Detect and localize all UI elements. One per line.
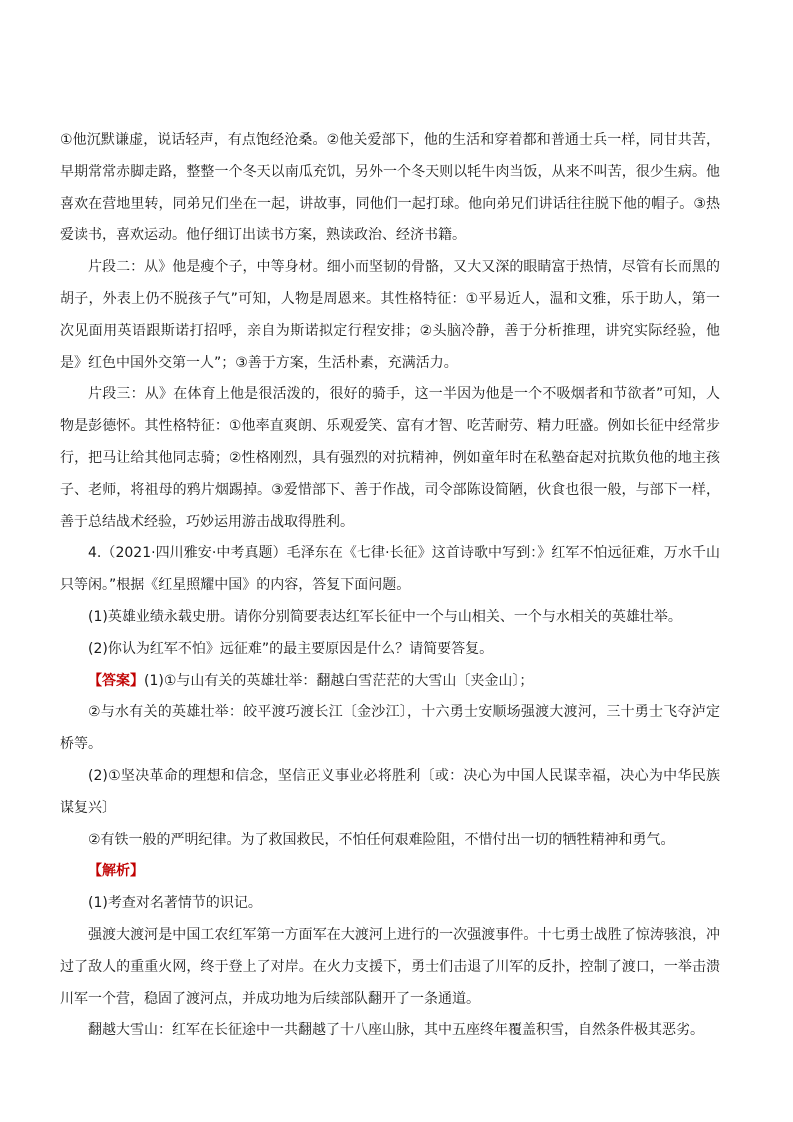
analysis-label: 【解析】 <box>88 863 144 880</box>
analysis-dadu-river <box>60 920 720 1015</box>
question-4-part-1 <box>60 602 720 634</box>
paragraph-1 <box>60 125 720 252</box>
paragraph-text: 片段三：从》在体育上他是很活泼的，很好的骑手，这一半因为他是一个不吸烟者和节欲者”可知，人物是彭德怀。其性格特征：①他率直爽朗、乐观爱笑、富有才智、吃苦耐劳、精力旺盛。例如长征中经常步行，把马让给其他同志骑；②性格刚烈，具有强烈的对抗精神，例如童年时在私塾奋起对抗欺负他的地主孩子、老师，将祖母的鸦片烟踢掉。③爱惜部下、善于作战，司令部陈设简陋，伙食也很一般，与部下一样，善于总结战术经验，巧妙运用游击战取得胜利。 <box>60 386 720 530</box>
analysis-snow-mountain <box>60 1015 720 1047</box>
answer-paragraph <box>60 666 720 698</box>
analysis-heading <box>60 856 720 888</box>
paragraph-text: (1)英雄业绩永载史册。请你分别简要表达红军长征中一个与山相关、一个与水相关的英雄壮举。 <box>88 608 682 625</box>
paragraph-text: 4.（2021·四川雅安·中考真题）毛泽东在《七律·长征》这首诗歌中写到：》红军不怕远征难，万水千山只等闲。”根据《红星照耀中国》的内容，答复下面问题。 <box>60 545 720 594</box>
answer-water-feat <box>60 697 720 761</box>
answer-part-2-reason-1 <box>60 761 720 825</box>
paragraph-2 <box>60 252 720 379</box>
question-4 <box>60 538 720 602</box>
paragraph-text: 翻越大雪山：红军在长征途中一共翻越了十八座山脉，其中五座终年覆盖积雪，自然条件极其恶劣。 <box>88 1022 704 1039</box>
paragraph-text: 强渡大渡河是中国工农红军第一方面军在大渡河上进行的一次强渡事件。十七勇士战胜了惊涛骇浪，冲过了敌人的重重火网，终于登上了对岸。在火力支援下，勇士们击退了川军的反扑，控制了渡口，一举击溃川军一个营，稳固了渡河点，并成功地为后续部队翻开了一条通道。 <box>60 926 720 1007</box>
paragraph-text: ①他沉默谦虚，说话轻声，有点饱经沧桑。②他关爱部下，他的生活和穿着都和普通士兵一样，同甘共苦，早期常常赤脚走路，整整一个冬天以南瓜充饥，另外一个冬天则以牦牛肉当饭，从来不叫苦，很少生病。他喜欢在营地里转，同弟兄们坐在一起，讲故事，同他们一起打球。他向弟兄们讲话往往脱下他的帽子。③热爱读书，喜欢运动。他仔细订出读书方案，熟读政治、经济书籍。 <box>60 132 720 244</box>
document-body <box>60 125 720 1047</box>
question-4-part-2 <box>60 634 720 666</box>
paragraph-text: ②有铁一般的严明纪律。为了救国救民，不怕任何艰难险阻，不惜付出一切的牺牲精神和勇气。 <box>88 831 675 848</box>
paragraph-3 <box>60 379 720 538</box>
paragraph-text: (1)考查对名著情节的识记。 <box>88 895 262 912</box>
paragraph-text: ②与水有关的英雄壮举：皎平渡巧渡长江〔金沙江〕，十六勇士安顺场强渡大渡河，三十勇士飞夺泸定桥等。 <box>60 704 720 753</box>
paragraph-text: 片段二：从》他是瘦个子，中等身材。细小而坚韧的骨骼，又大又深的眼睛富于热情，尽管有长而黑的胡子，外表上仍不脱孩子气”可知，人物是周恩来。其性格特征：①平易近人，温和文雅，乐于助人，第一次见面用英语跟斯诺打招呼，亲自为斯诺拟定行程安排；②头脑冷静，善于分析推理，讲究实际经验，他是》红色中国外交第一人”；③善于方案，生活朴素，充满活力。 <box>60 259 720 371</box>
analysis-part-1 <box>60 888 720 920</box>
paragraph-text: (1)①与山有关的英雄壮举：翻越白雪茫茫的大雪山〔夹金山〕； <box>144 672 534 689</box>
answer-label: 【答案】 <box>88 672 144 689</box>
answer-part-2-reason-2 <box>60 825 720 857</box>
paragraph-text: (2)①坚决革命的理想和信念，坚信正义事业必将胜利〔或：决心为中国人民谋幸福，决心为中华民族谋复兴〕 <box>60 767 720 816</box>
paragraph-text: (2)你认为红军不怕》远征难”的最主要原因是什么？请简要答复。 <box>88 640 494 657</box>
